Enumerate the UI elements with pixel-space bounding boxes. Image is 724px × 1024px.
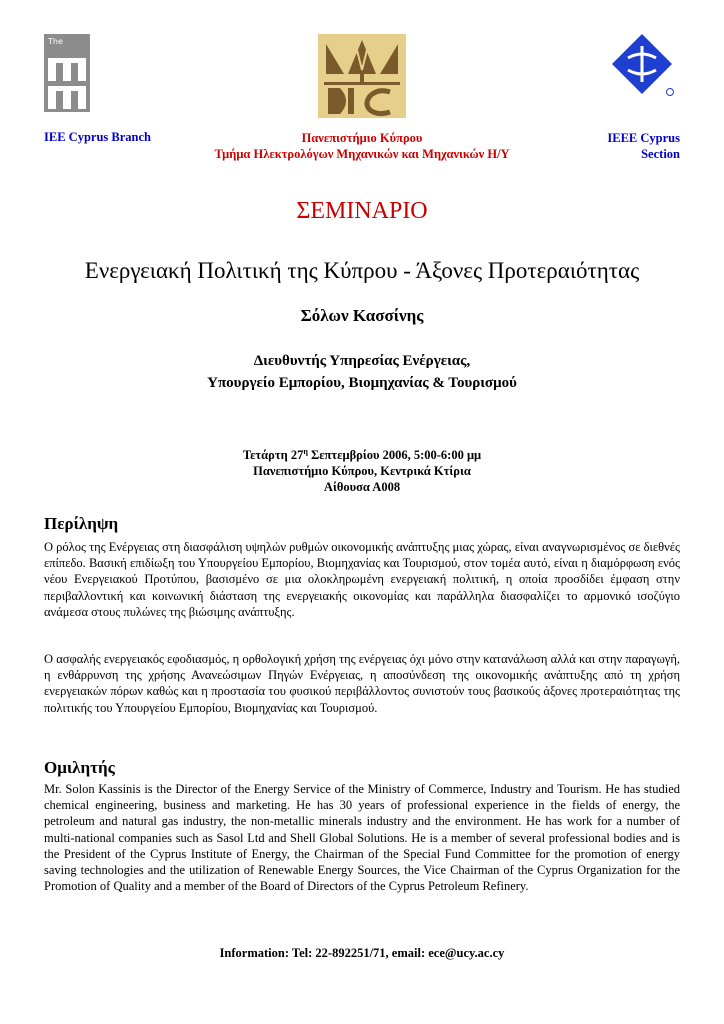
iee-logo-text: The [48,37,63,46]
ieee-cyprus-line2: Section [641,147,680,161]
event-details [0,444,724,495]
department-name: Τμήμα Ηλεκτρολόγων Μηχανικών και Μηχανικών Η/Υ [214,147,510,161]
event-date [0,444,724,463]
event-date-superscript: η [303,447,308,456]
speaker-name: Σόλων Κασσίνης [300,306,424,325]
ieee-logo [610,32,678,100]
event-date-prefix: Τετάρτη 27 [242,448,304,463]
speaker-bio: Mr. Solon Kassinis is the Director of the Energy Service of the Ministry of Commerce, Industry and Tourism. He has studied chemical engineering, business and marketing. He has 30 years of professional experience in the fields of energy, the petroleum and natural gas industry, the non-metallic minerals industry and the environment. He has work for a number of multi-national companies such as Sasol Ltd and Shell Global Solutions. He is a member of several professional bodies and is the President of the Cyprus Institute of Energy, the Chairman of the Special Fund Committee for the promotion of energy saving technologies and the utilization of Renewable Energy Sources, the Vice Chairman of the Cyprus Organization for the Promotion of Quality and a member of the Board of Directors of the Cyprus Petroleum Refinery. [44,782,680,894]
iee-logo [44,34,90,112]
affiliation-line2: Υπουργείο Εμπορίου, Βιομηχανίας & Τουρισμού [207,375,517,391]
event-venue: Πανεπιστήμιο Κύπρου, Κεντρικά Κτίρια [253,464,471,479]
seminar-heading: ΣΕΜΙΝΑΡΙΟ [296,198,428,224]
iee-cyprus-branch-label: IEE Cyprus Branch [44,130,151,144]
contact-information: Information: Tel: 22-892251/71, email: ece@ucy.ac.cy [219,946,505,960]
talk-title: Ενεργειακή Πολιτική της Κύπρου - Άξονες Προτεραιότητας [84,258,640,283]
university-of-cyprus-logo [318,34,406,118]
header-university [160,130,564,162]
event-date-rest: Σεπτεμβρίου 2006, 5:00-6:00 μμ [307,448,482,463]
speaker-affiliation [0,350,724,394]
ieee-cyprus-line1: IEEE Cyprus [607,131,680,145]
abstract-paragraph-1: Ο ρόλος της Ενέργειας στη διασφάλιση υψηλών ρυθμών οικονομικής ανάπτυξης μιας χώρας, είναι αναγνωρισμένος σε διεθνές επίπεδο. Βασική επιδίωξη του Υπουργείου Εμπορίου, Βιομηχανίας και Τουρισμού, στον τομέα αυτό, είναι η διαμόρφωση ενός νέου Ενεργειακού Προτύπου, βασισμένο σε μια ολοκληρωμένη ενεργειακή πολιτική, η οποία προσδίδει έμφαση στην περιβαλλοντική και κοινωνική διάσταση της ενεργειακής οικονομίας και παράλληλα διασφαλίζει το αρμονικό ισοζύγιο ανάμεσα στους πυλώνες της βιώσιμης ανάπτυξης. [44,540,680,619]
abstract-heading: Περίληψη [44,514,119,533]
abstract-paragraph-2: Ο ασφαλής ενεργειακός εφοδιασμός, η ορθολογική χρήση της ενέργειας όχι μόνο στην κατανάλωση αλλά και στην παραγωγή, η ενθάρρυνση της χρήσης Ανανεώσιμων Πηγών Ενέργειας, η αποσύνδεση της οικονομικής ανάπτυξης από τη χρήση ενεργειακών πόρων καθώς και η προστασία του φυσικού περιβάλλοντος συνιστούν τους βασικούς άξονες προτεραιότητας της πολιτικής του Υπουργείου Εμπορίου, Βιομηχανίας και Τουρισμού. [44,652,680,715]
ieee-cyprus-section-label [560,130,680,162]
speaker-heading: Ομιλητής [44,758,115,777]
affiliation-line1: Διευθυντής Υπηρεσίας Ενέργειας, [253,353,471,369]
event-room: Αίθουσα Α008 [323,480,401,495]
university-name: Πανεπιστήμιο Κύπρου [301,131,423,145]
